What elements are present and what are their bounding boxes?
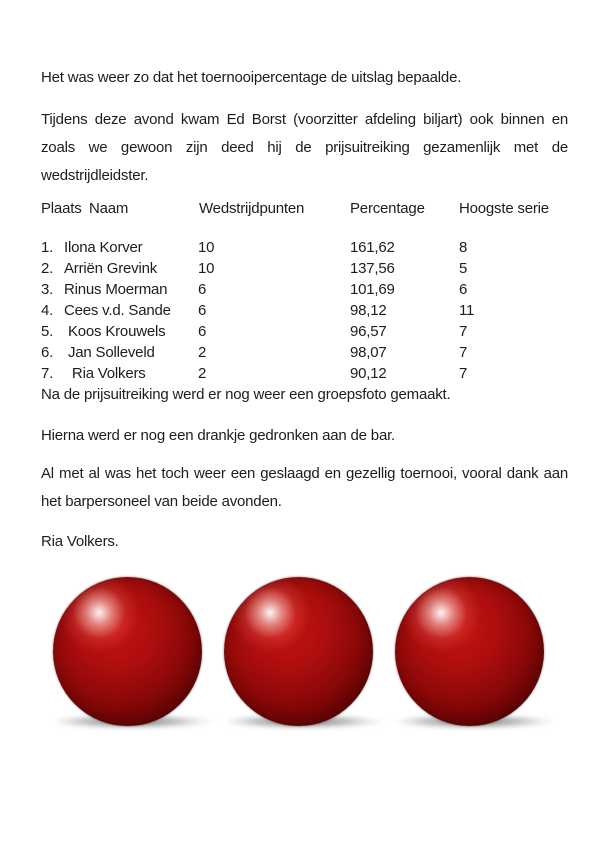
- cell-serie: 7: [459, 323, 468, 340]
- cell-naam: Arriën Grevink: [64, 260, 158, 277]
- table-row: [41, 258, 568, 279]
- billiard-ball-3: [395, 577, 544, 737]
- table-row: [41, 237, 568, 258]
- cell-punten: 6: [198, 323, 207, 340]
- billiard-balls-row: [41, 577, 568, 737]
- header-hoogste-serie: Hoogste serie: [459, 200, 549, 217]
- cell-naam: Ria Volkers: [64, 365, 146, 382]
- signature: Ria Volkers.: [41, 533, 119, 550]
- cell-plaats: 6.: [41, 344, 54, 361]
- table-row: [41, 300, 568, 321]
- table-row: [41, 279, 568, 300]
- cell-punten: 10: [198, 260, 215, 277]
- cell-percentage: 98,12: [350, 302, 387, 319]
- paragraph-slot: Al met al was het toch weer een geslaagd en gezellig toernooi, vooral dank aan het barpersoneel van beide avonden.: [41, 465, 568, 510]
- cell-serie: 8: [459, 239, 468, 256]
- cell-plaats: 5.: [41, 323, 54, 340]
- results-header-row: [41, 198, 568, 219]
- header-plaats: Plaats: [41, 200, 82, 217]
- cell-naam: Rinus Moerman: [64, 281, 168, 298]
- cell-percentage: 137,56: [350, 260, 395, 277]
- paragraph-groepsfoto: Na de prijsuitreiking werd er nog weer een groepsfoto gemaakt.: [41, 386, 451, 403]
- cell-serie: 5: [459, 260, 468, 277]
- red-ball-icon: [53, 577, 202, 726]
- cell-punten: 10: [198, 239, 215, 256]
- cell-percentage: 98,07: [350, 344, 387, 361]
- cell-punten: 2: [198, 365, 207, 382]
- header-percentage: Percentage: [350, 200, 425, 217]
- header-wedstrijdpunten: Wedstrijdpunten: [199, 200, 305, 217]
- cell-punten: 2: [198, 344, 207, 361]
- cell-percentage: 96,57: [350, 323, 387, 340]
- cell-naam: Jan Solleveld: [64, 344, 155, 361]
- cell-serie: 7: [459, 344, 468, 361]
- cell-plaats: 3.: [41, 281, 54, 298]
- cell-naam: Ilona Korver: [64, 239, 143, 256]
- cell-percentage: 101,69: [350, 281, 395, 298]
- billiard-ball-1: [53, 577, 202, 737]
- cell-percentage: 90,12: [350, 365, 387, 382]
- cell-punten: 6: [198, 302, 207, 319]
- cell-naam: Koos Krouwels: [64, 323, 166, 340]
- table-row: [41, 363, 568, 384]
- paragraph-intro: Het was weer zo dat het toernooipercentage de uitslag bepaalde.: [41, 69, 462, 86]
- red-ball-icon: [224, 577, 373, 726]
- cell-serie: 6: [459, 281, 468, 298]
- paragraph-ed-borst: Tijdens deze avond kwam Ed Borst (voorzitter afdeling biljart) ook binnen en zoals we gewoon zijn deed hij de prijsuitreiking gezamenlijk met de wedstrijdleidster.: [41, 111, 568, 184]
- header-naam: Naam: [89, 200, 129, 217]
- billiard-ball-2: [224, 577, 373, 737]
- cell-plaats: 2.: [41, 260, 54, 277]
- table-row: [41, 321, 568, 342]
- cell-serie: 7: [459, 365, 468, 382]
- cell-punten: 6: [198, 281, 207, 298]
- table-row: [41, 342, 568, 363]
- results-table: [41, 198, 568, 384]
- cell-naam: Cees v.d. Sande: [64, 302, 171, 319]
- cell-plaats: 4.: [41, 302, 54, 319]
- paragraph-drankje: Hierna werd er nog een drankje gedronken aan de bar.: [41, 427, 396, 444]
- cell-percentage: 161,62: [350, 239, 395, 256]
- cell-serie: 11: [459, 302, 475, 319]
- red-ball-icon: [395, 577, 544, 726]
- cell-plaats: 7.: [41, 365, 54, 382]
- cell-plaats: 1.: [41, 239, 54, 256]
